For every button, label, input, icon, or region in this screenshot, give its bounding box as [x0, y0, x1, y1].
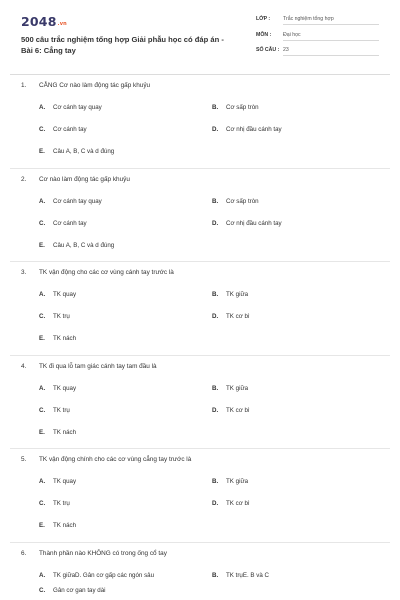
- answer-option[interactable]: C. Gân cơ gan tay dài: [39, 586, 106, 594]
- meta-label: MÔN :: [256, 31, 272, 38]
- document-title: 500 câu trắc nghiệm tổng hợp Giải phẫu học có đáp án - Bài 6: Cẳng tay: [21, 35, 224, 55]
- answer-option[interactable]: E. Câu A, B, C và d đúng: [39, 148, 115, 155]
- question-number: 6.: [21, 549, 27, 557]
- question-text: Thành phần nào KHÔNG có trong ống cổ tay: [39, 549, 167, 557]
- answer-option[interactable]: C. TK trụ: [39, 500, 70, 507]
- meta-value: Trắc nghiệm tổng hợp: [283, 16, 379, 25]
- answer-option[interactable]: C. Cơ cánh tay: [39, 219, 87, 227]
- answer-option[interactable]: B. Cơ sấp tròn: [212, 197, 259, 205]
- meta-label: LỚP :: [256, 16, 271, 22]
- question-number: 2.: [21, 175, 27, 183]
- answer-option[interactable]: E. TK nách: [39, 522, 77, 529]
- answer-option[interactable]: A. Cơ cánh tay quay: [39, 104, 102, 111]
- answer-option[interactable]: B. TK giữa: [212, 478, 249, 485]
- answer-option[interactable]: D. TK cơ bì: [212, 500, 250, 507]
- answer-option[interactable]: E. TK nách: [39, 335, 77, 342]
- answer-option[interactable]: C. Cơ cánh tay: [39, 126, 87, 133]
- answer-option[interactable]: A. TK quay: [39, 291, 77, 298]
- meta-count-row: [256, 47, 381, 63]
- question-item: [10, 356, 390, 450]
- answer-option[interactable]: D. Cơ nhị đầu cánh tay: [212, 126, 282, 133]
- answer-option[interactable]: E. TK nách: [39, 428, 77, 436]
- question-number: 1.: [21, 82, 27, 89]
- question-item: [10, 75, 390, 169]
- meta-value: 23: [283, 47, 379, 56]
- answer-option[interactable]: A. Cơ cánh tay quay: [39, 197, 102, 205]
- question-text: CẲNG Cơ nào làm động tác gấp khuỷu: [39, 82, 151, 89]
- answer-option[interactable]: C. TK trụ: [39, 313, 70, 320]
- answer-option[interactable]: D. Cơ nhị đầu cánh tay: [212, 219, 282, 227]
- answer-option[interactable]: B. TK giữa: [212, 384, 249, 392]
- answer-option[interactable]: C. TK trụ: [39, 406, 70, 414]
- question-text: TK vận động chính cho các cơ vùng cẳng tay trước là: [39, 456, 192, 463]
- question-number: 4.: [21, 362, 27, 370]
- answer-option[interactable]: B. TK giữa: [212, 291, 249, 298]
- document-meta: [256, 16, 381, 63]
- answer-option[interactable]: A. TK quay: [39, 384, 77, 392]
- question-item: [10, 543, 390, 600]
- question-item: [10, 262, 390, 356]
- question-number: 3.: [21, 269, 27, 276]
- answer-option[interactable]: B. TK trụE. B và C: [212, 571, 269, 579]
- question-list: [0, 75, 400, 600]
- answer-option[interactable]: A. TK quay: [39, 478, 77, 485]
- question-number: 5.: [21, 456, 27, 463]
- question-text: Cơ nào làm động tác gấp khuỷu: [39, 175, 130, 183]
- meta-subject-row: [256, 32, 381, 48]
- question-item: [10, 169, 390, 263]
- answer-option[interactable]: A. TK giữaD. Gân cơ gấp các ngón sâu: [39, 571, 155, 579]
- question-text: TK đi qua lỗ tam giác cánh tay tam đầu là: [39, 362, 157, 370]
- answer-option[interactable]: D. TK cơ bì: [212, 313, 250, 320]
- answer-option[interactable]: B. Cơ sấp tròn: [212, 104, 259, 111]
- question-text: TK vận động cho các cơ vùng cánh tay trước là: [39, 269, 174, 276]
- meta-class-row: [256, 16, 381, 32]
- meta-label: SỐ CÂU :: [256, 47, 280, 53]
- meta-value: Đại học: [283, 32, 379, 41]
- site-logo[interactable]: 2048.vn: [21, 14, 67, 29]
- answer-option[interactable]: D. TK cơ bì: [212, 406, 250, 414]
- answer-option[interactable]: E. Câu A, B, C và d đúng: [39, 241, 115, 249]
- question-item: [10, 449, 390, 543]
- document-header: [0, 0, 400, 74]
